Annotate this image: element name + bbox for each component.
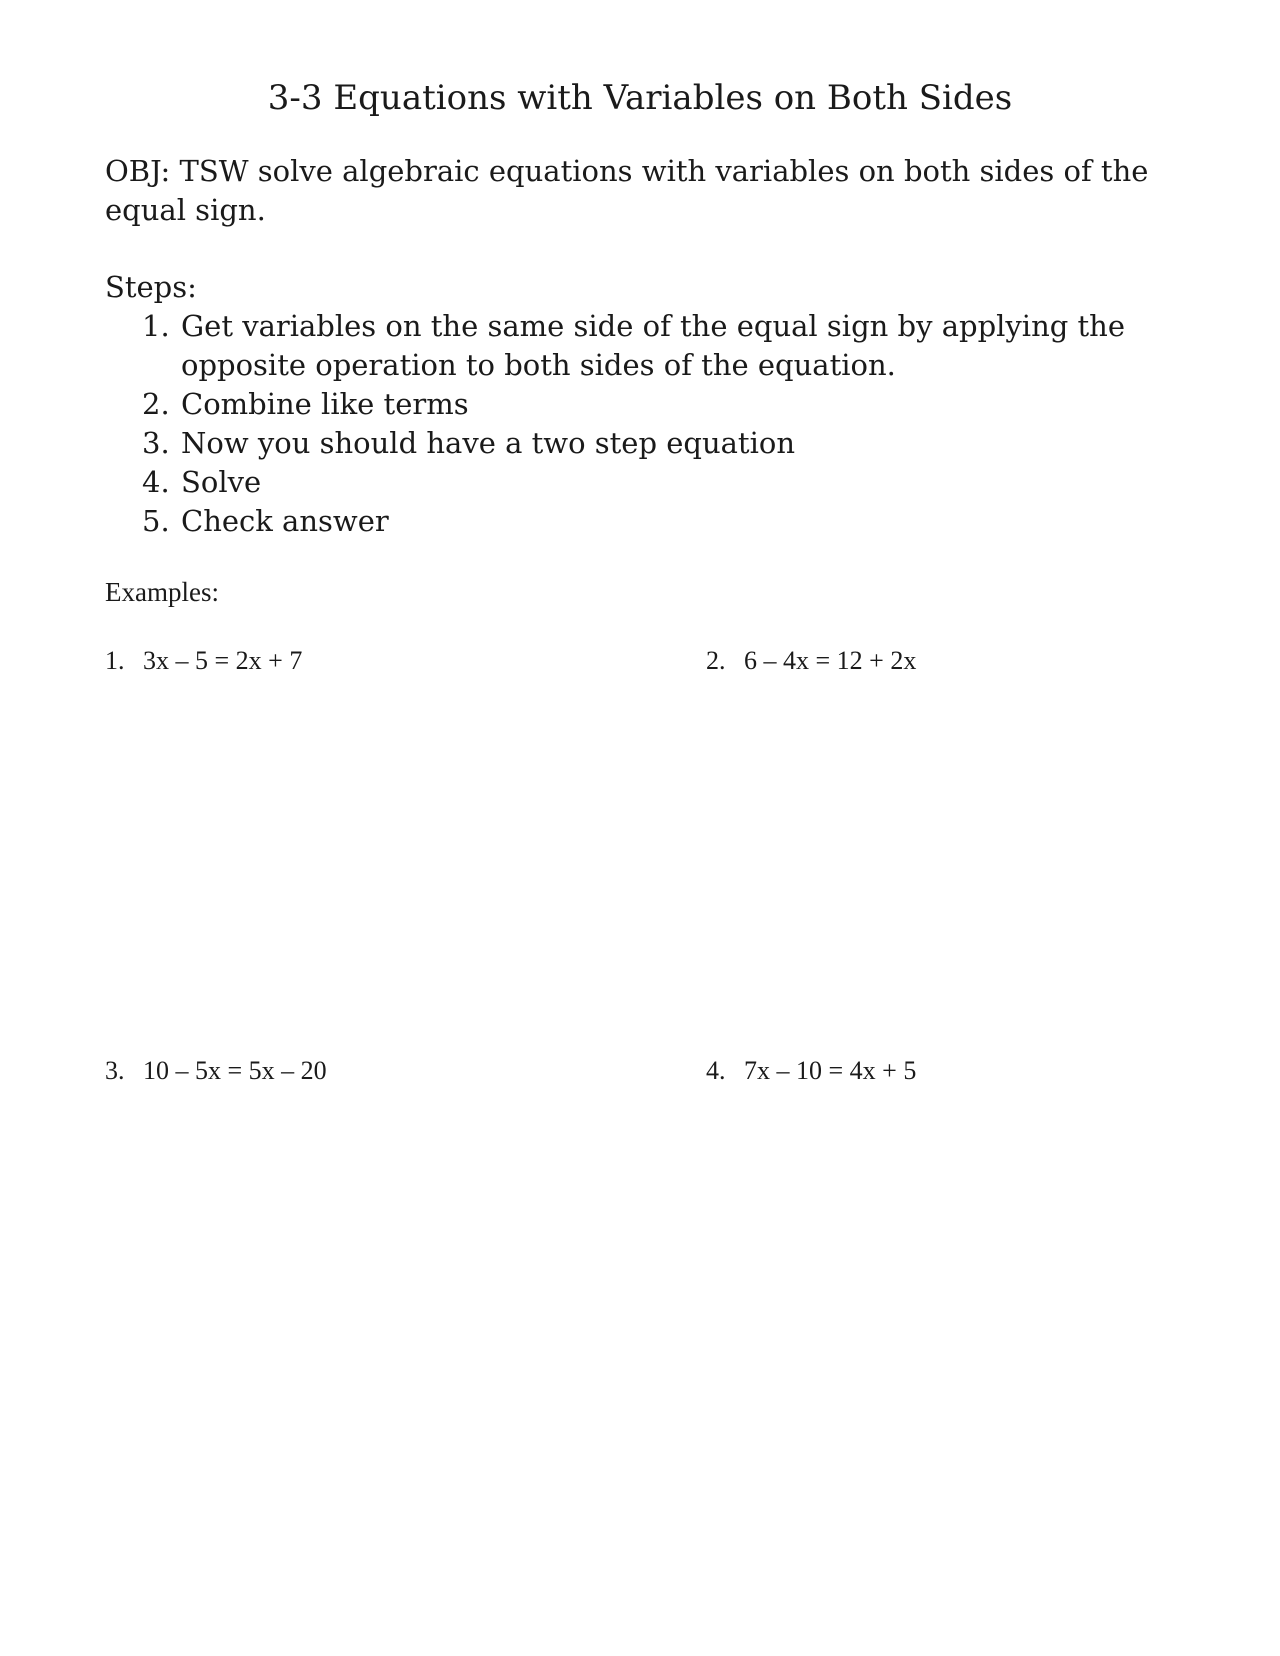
objective-text: OBJ: TSW solve algebraic equations with variables on both sides of the equal sign. bbox=[105, 154, 1149, 227]
example-problem-2 bbox=[706, 644, 916, 678]
step-number: 3. bbox=[142, 426, 170, 460]
step-number: 5. bbox=[142, 504, 170, 538]
example-problem-3 bbox=[105, 1054, 327, 1088]
problem-number: 2. bbox=[706, 646, 726, 675]
problem-equation: 3x – 5 = 2x + 7 bbox=[143, 646, 303, 675]
step-item bbox=[105, 424, 1215, 463]
example-problem-1 bbox=[105, 644, 302, 678]
problem-number: 1. bbox=[105, 646, 125, 675]
problem-number: 4. bbox=[706, 1056, 726, 1085]
work-space-2 bbox=[706, 690, 1186, 1030]
step-text: Now you should have a two step equation bbox=[181, 426, 795, 460]
example-problem-4 bbox=[706, 1054, 916, 1088]
work-space-1 bbox=[105, 690, 665, 1030]
problem-equation: 6 – 4x = 12 + 2x bbox=[744, 646, 917, 675]
problem-equation: 7x – 10 = 4x + 5 bbox=[744, 1056, 917, 1085]
steps-list bbox=[105, 307, 1215, 541]
step-text: Solve bbox=[181, 465, 262, 499]
step-number: 1. bbox=[142, 309, 170, 343]
page-title: 3-3 Equations with Variables on Both Sides bbox=[267, 78, 1013, 118]
step-text: Combine like terms bbox=[181, 387, 469, 421]
step-item bbox=[105, 463, 1215, 502]
step-item bbox=[105, 502, 1215, 541]
step-item bbox=[105, 307, 1215, 385]
step-text: Get variables on the same side of the equal sign by applying the opposite operation to both sides of the equation. bbox=[181, 309, 1126, 382]
step-item bbox=[105, 385, 1215, 424]
steps-heading: Steps: bbox=[105, 270, 197, 304]
work-space-3 bbox=[105, 1100, 665, 1580]
step-number: 4. bbox=[142, 465, 170, 499]
examples-heading: Examples: bbox=[105, 577, 219, 607]
step-number: 2. bbox=[142, 387, 170, 421]
problem-number: 3. bbox=[105, 1056, 125, 1085]
problem-equation: 10 – 5x = 5x – 20 bbox=[143, 1056, 327, 1085]
step-text: Check answer bbox=[181, 504, 389, 538]
work-space-4 bbox=[706, 1100, 1186, 1580]
